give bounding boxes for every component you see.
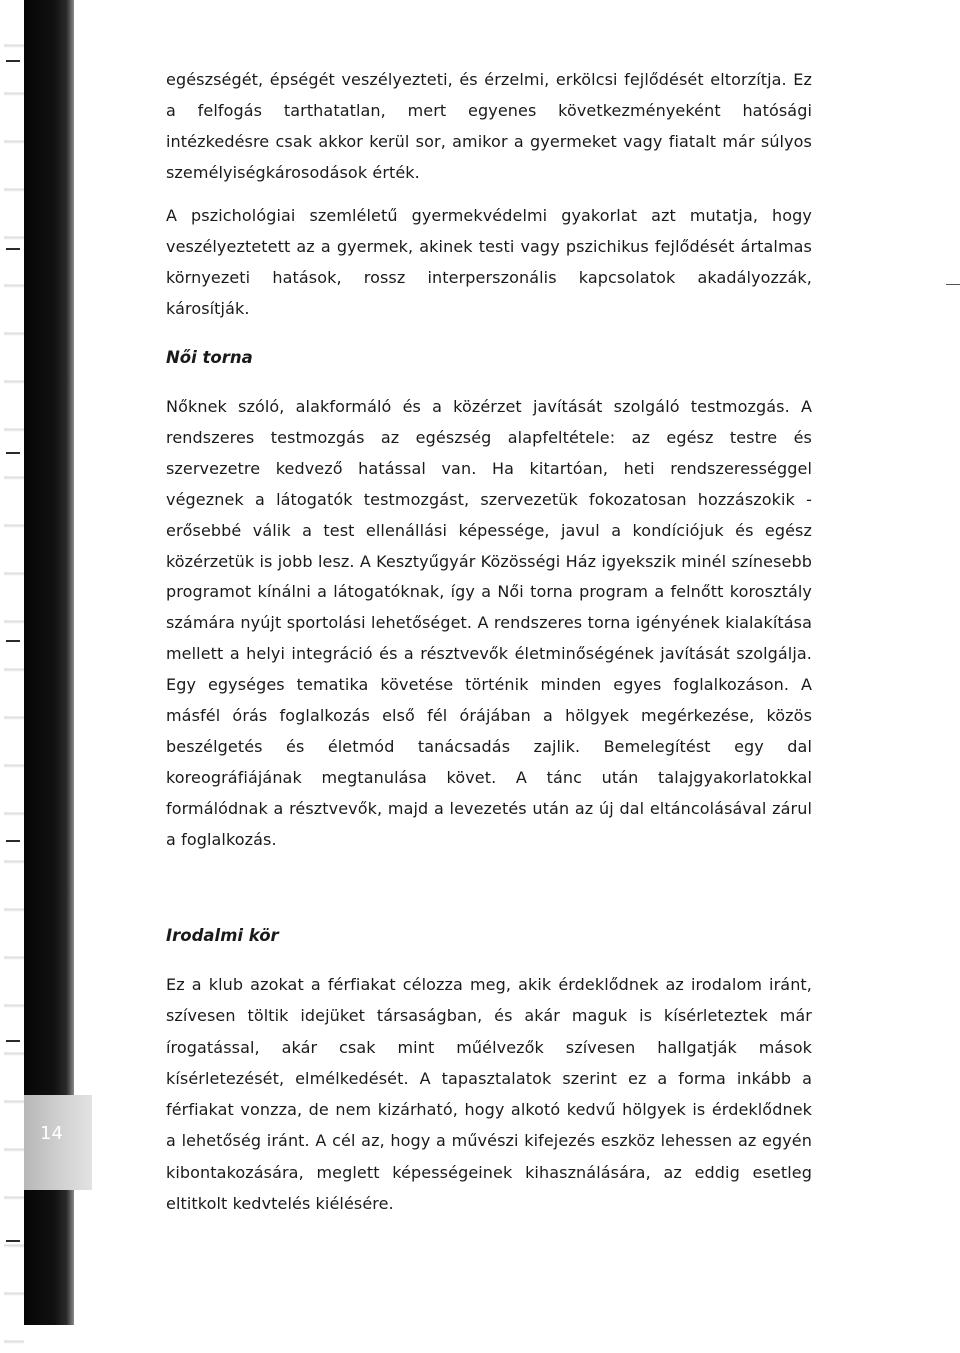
- binding-tick: [6, 452, 20, 454]
- binding-tick: [6, 840, 20, 842]
- section-body-irodalmi-kor: Ez a klub azokat a férfiakat célozza meg, akik érdeklődnek az irodalom iránt, szívesen töltik idejüket társaságban, és akár maguk is kísérleteztek már írogatással, akár csak mint műélvezők szívesen hallgatják mások kísérletezését, elmélkedését. A tapasztalatok szerint ez a forma inkább a férfiakat vonzza, de nem kizárható, hogy alkotó kedvű hölgyek is érdeklődnek a lehetőség iránt. A cél az, hogy a művészi kifejezés eszköz lehessen az egyén kibontakozására, meglett képességeinek kihasználására, az eddig esetleg eltitkolt kedvtelés kiélésére.: [166, 975, 812, 1214]
- section-body-noi-torna: Nőknek szóló, alakformáló és a közérzet javítását szolgáló testmozgás. A rendszeres testmozgás az egészség alapfeltétele: az egész testre és szervezetre kedvező hatással van. Ha kitartóan, heti rendszerességgel végeznek a látogatók testmozgást, szervezetük fokozatosan hozzászokik - erősebbé válik a test ellenállási képessége, javul a kondíciójuk és egész közérzetük is jobb lesz. A Kesztyűgyár Közösségi Ház igyekszik minél színesebb programot kínálni a látogatóknak, így a Női torna program a felnőtt korosztály számára nyújt sportolási lehetőséget. A rendszeres torna igényének kialakítása mellett a helyi integráció és a résztvevők életminőségének javítását szolgálja. Egy egységes tematika követése történik minden egyes foglalkozáson. A másfél órás foglalkozás első fél órájában a hölgyek megérkezése, közös beszélgetés és életmód tanácsadás zajlik. Bemelegítést egy dal koreográfiájának megtanulása követ. A tánc után talajgyakorlatokkal formálódnak a résztvevők, majd a levezetés után az új dal eltáncolásával zárul a foglalkozás.: [166, 397, 812, 849]
- scanned-binding-strip: [0, 0, 92, 1353]
- margin-mark: [946, 284, 960, 285]
- page-number: 14: [40, 1123, 63, 1144]
- section-heading-noi-torna: Női torna: [166, 348, 253, 367]
- binding-edge: [4, 0, 24, 1353]
- binding-tick: [6, 1240, 20, 1242]
- paragraph-intro: egészségét, épségét veszélyezteti, és érzelmi, erkölcsi fejlődését eltorzítja. Ez a felfogás tarthatatlan, mert egyenes következményeként hatósági intézkedésre csak akkor kerül sor, amikor a gyermeket vagy fiatalt már súlyos személyiségkárosodások érték.: [166, 70, 812, 182]
- binding-tick: [6, 60, 20, 62]
- binding-tick: [6, 1040, 20, 1042]
- section-heading-irodalmi-kor: Irodalmi kör: [166, 926, 279, 945]
- binding-tick: [6, 640, 20, 642]
- paragraph-psychology: A pszichológiai szemléletű gyermekvédelmi gyakorlat azt mutatja, hogy veszélyeztetett az a gyermek, akinek testi vagy pszichikus fejlődését ártalmas környezeti hatások, rossz interperszonális kapcsolatok akadályozzák, károsítják.: [166, 206, 812, 318]
- binding-tick: [6, 248, 20, 250]
